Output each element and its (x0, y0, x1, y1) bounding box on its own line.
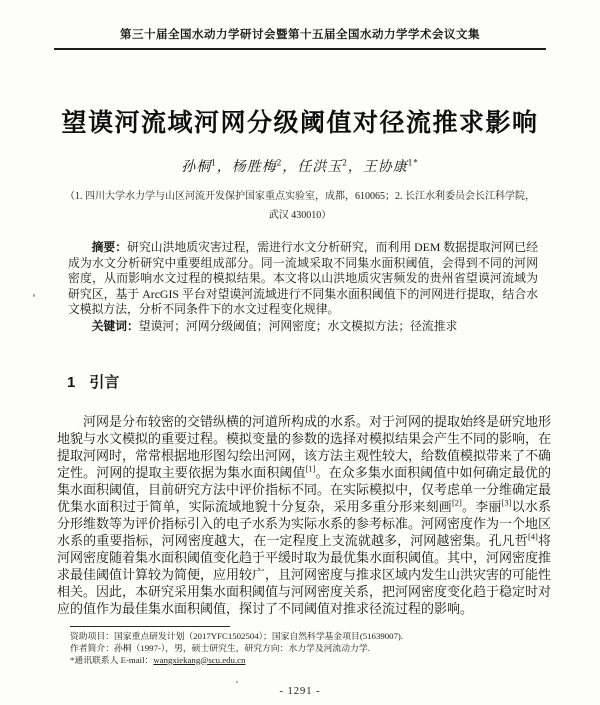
keywords-text: 望谟河；河网分级阈值；河网密度；水文模拟方法；径流推求 (138, 318, 458, 333)
intro-text: 。李丽 (461, 499, 502, 514)
paper-title: 望谟河流域河网分级阈值对径流推求影响 (61, 109, 539, 137)
intro-text: 。在众多集水面积阈值中如何确定最优的集水面积阈值，目前研究方法中评价指标不同。在实际模拟中，仅考虑单一分维确定最优集水面积过于简单，实际流域地貌十分复杂，采用多重分形来刻画 (57, 465, 552, 514)
footnote-funding: 资助项目：国家重点研发计划（2017YFC1502504）；国家自然科学基金项目(51639007). (70, 631, 404, 641)
citation-ref: [4] (527, 531, 538, 542)
citation-ref: [1] (305, 463, 316, 474)
author-separator: ， (282, 160, 298, 175)
section-title: 引言 (89, 374, 120, 391)
author-affil-mark: 1 (211, 157, 217, 168)
footnotes (70, 631, 540, 666)
header-rule (54, 48, 546, 50)
author-line (0, 156, 600, 176)
keywords (68, 319, 538, 335)
author-name: 孙桐 (181, 160, 212, 175)
citation-ref: [2] (451, 497, 462, 508)
page-number: - 1291 - (279, 686, 321, 697)
author-name: 杨胜梅 (231, 160, 277, 175)
scan-artifact-speck (33, 294, 35, 297)
author-separator: ， (347, 160, 363, 175)
author-separator: ， (216, 160, 232, 175)
intro-text: 以水系分形维数等为评价指标引入的电子水系为实际水系的参考标准。河网密度作为一个地区水系的重要指标，河网密度越大，在一定程度上支流就越多，河网越密集。孔凡哲 (57, 499, 552, 548)
affiliation: （1. 四川大学水力学与山区河流开发保护国家重点实验室，成都，610065；2. 长江水利委员会长江科学院，武汉 430010） (65, 191, 535, 221)
footnote-rule (70, 626, 230, 627)
footnote-contact (70, 655, 540, 667)
intro-text: 将河网密度随着集水面积阈值变化趋于平缓时取为最优集水面积阈值。其中，河网密度推求最佳阈值计算较为简便，应用较广，且河网密度与推求区域内发生山洪灾害的可能性相关。因此，本研究采用集水面积阈值与河网密度关系，把河网密度变化趋于稳定时对应的值作为最佳集水面积阈值，探讨了不同阈值对推求径流过程的影响。 (57, 533, 552, 616)
author-affil-mark: 2 (342, 157, 348, 168)
contact-email: wangxiekang@scu.edu.cn (153, 654, 246, 665)
running-head: 第三十届全国水动力学研讨会暨第十五届全国水动力学学术会议文集 (120, 29, 480, 41)
scan-artifact-speck (236, 681, 238, 683)
author-affil-mark: 1* (407, 157, 419, 168)
contact-label: *通讯联系人 E-mail： (70, 654, 154, 665)
citation-ref: [3] (501, 497, 512, 508)
author-name: 任洪玉 (297, 160, 343, 175)
intro-text: 河网是分布较密的交错纵横的河道所构成的水系。对于河网的提取始终是研究地形地貌与水文模拟的重要过程。模拟变量的参数的选择对模拟结果会产生不同的影响，在提取河网时，常常根据地形图勾绘出河网，该方法主观性较大，给数值模拟带来了不确定性。河网的提取主要依据为集水面积阈值 (57, 414, 552, 480)
intro-paragraph (57, 413, 551, 617)
author-name: 王协康 (362, 160, 408, 175)
author-affil-mark: 2 (276, 157, 283, 168)
section-heading-introduction (67, 371, 600, 392)
abstract-text: 研究山洪地质灾害过程，需进行水文分析研究，而利用 DEM 数据提取河网已经成为水文分析研究中重要组成部分。同一流域采取不同集水面积阈值，会得到不同的河网密度，从而影响水文过程的模拟结果。本文将以山洪地质灾害频发的贵州省望谟河流域为研究区，基于 ArcGIS 平台对望谟河流域进行不同集水面积阈值下的河网进行提取，结合水文模拟方法，分析不同条件下的水文过程变化规律。 (68, 240, 538, 316)
keywords-label: 关键词： (91, 318, 139, 333)
abstract (68, 240, 538, 318)
section-number: 1 (67, 374, 76, 391)
footnote-bio: 作者简介：孙桐（1997-），男，硕士研究生，研究方向：水力学及河流动力学. (70, 642, 370, 653)
abstract-label: 摘要： (91, 240, 128, 254)
